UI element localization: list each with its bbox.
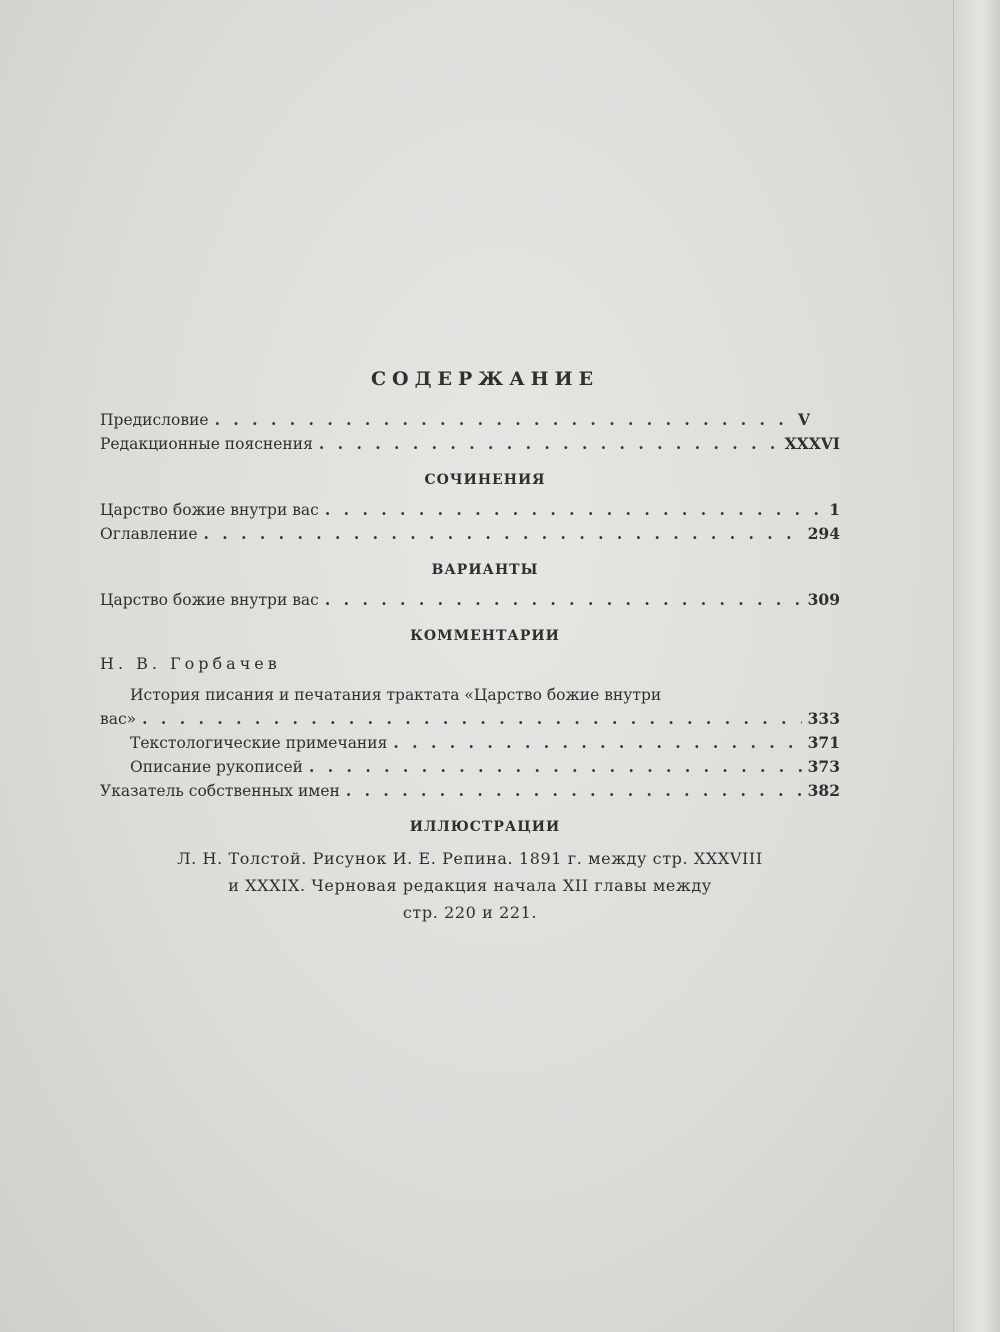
toc-entry-page: 309 [807,590,840,609]
toc-entry-manuscripts [100,755,840,779]
toc-entry-page: 1 [829,500,840,519]
toc-entry-history-line1: История писания и печатания трактата «Царство божие внутри [130,686,662,704]
toc-entry-page: 294 [807,524,840,543]
illustrations-line: Л. Н. Толстой. Рисунок И. Е. Репина. 1891 г. между стр. XXXVIII [177,849,763,868]
section-title-variants: ВАРИАНТЫ [431,562,539,578]
toc-entry-label: Царство божие внутри вас [100,501,319,519]
leader-dots [346,779,802,803]
toc-entry-label: Описание рукописей [130,758,303,776]
toc-entry-preface [100,408,840,432]
toc-entry-page: 333 [807,709,840,728]
comments-author: Н. В. Горбачев [100,654,281,673]
illustrations-line: стр. 220 и 221. [402,903,538,922]
leader-dots [215,408,792,432]
section-title-illustrations: ИЛЛЮСТРАЦИИ [409,819,561,835]
toc-entry-label: Оглавление [100,525,198,543]
toc-entry-page: 382 [807,781,840,800]
toc-entry-label: Предисловие [100,411,209,429]
toc-entry-textological-notes [100,731,840,755]
leader-dots [325,588,802,612]
toc-entry-page: V [797,410,810,429]
table-of-contents [100,368,840,926]
illustrations-line: и XXXIX. Черновая редакция начала XII главы между [228,876,712,895]
toc-entry-label: вас» [100,710,137,728]
toc-entry-label: Царство божие внутри вас [100,591,319,609]
leader-dots [325,498,823,522]
toc-entry-label: Указатель собственных имен [100,782,340,800]
toc-entry-label: Текстологические примечания [130,734,388,752]
page-edge [953,0,1000,1332]
toc-entry-index [100,779,840,803]
section-title-works: СОЧИНЕНИЯ [424,472,546,488]
illustrations-text [100,845,840,926]
toc-entry-page: XXXVI [784,434,840,453]
toc-title: СОДЕРЖАНИЕ [370,368,600,390]
toc-entry-work [100,498,840,522]
leader-dots [204,522,802,546]
toc-entry-editorial-notes [100,432,840,456]
toc-entry-label: Редакционные пояснения [100,435,313,453]
toc-entry-variant [100,588,840,612]
toc-entry-contents [100,522,840,546]
toc-entry-page: 371 [807,733,840,752]
leader-dots [319,432,779,456]
leader-dots [309,755,802,779]
toc-entry-page: 373 [807,757,840,776]
leader-dots [142,707,802,731]
toc-entry-history [100,707,840,731]
leader-dots [393,731,801,755]
section-title-comments: КОММЕНТАРИИ [410,628,560,644]
